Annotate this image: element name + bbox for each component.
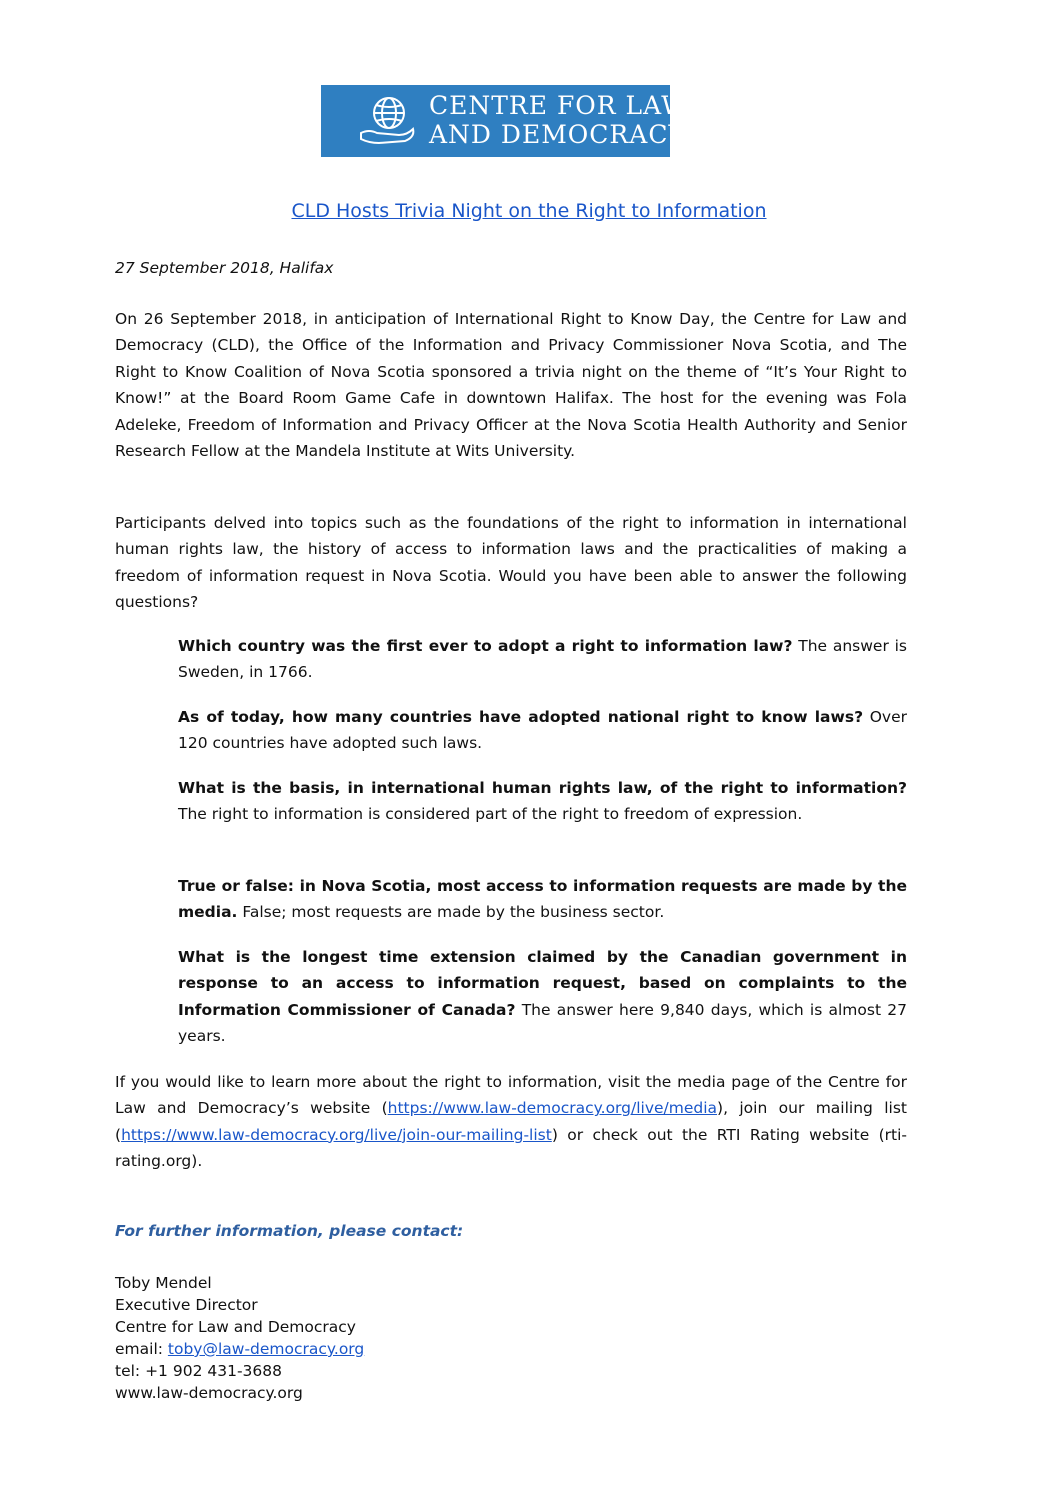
contact-email-line [115,1339,364,1360]
qa-item [178,775,907,828]
cld-logo [321,85,688,157]
qa-item [178,633,907,686]
qa-question: What is the longest time extension claimed by the Canadian government in response to an access to information request, based on complaints to the Information Commissioner of Canada? [178,948,907,1019]
qa-question: What is the basis, in international human rights law, of the right to information? [178,779,907,797]
qa-answer: The answer here 9,840 days, which is almost 27 years. [178,1000,908,1046]
qa-answer: False; most requests are made by the business sector. [237,903,665,922]
contact-org: Centre for Law and Democracy [115,1318,356,1336]
intro-paragraph: On 26 September 2018, in anticipation of International Right to Know Day, the Centre for Law and Democracy (CLD), the Office of the Information and Privacy Commissioner Nova Scotia, and The Right to Know Coalition of Nova Scotia sponsored a trivia night on the theme of “It’s Your Right to Know!” at the Board Room Game Cafe in downtown Halifax. The host for the evening was Fola Adeleke, Freedom of Information and Privacy Officer at the Nova Scotia Health Authority and Senior Research Fellow at the Mandela Institute at Wits University. [115,310,907,461]
qa-answer: Over 120 countries have adopted such laws. [178,708,907,753]
mailing-list-link[interactable]: https://www.law-democracy.org/live/join-our-mailing-list [121,1125,552,1144]
contact-heading: For further information, please contact: [115,1222,464,1240]
closing-text: ) or check out the RTI Rating website (rti-rating.org). [115,1125,907,1171]
qa-answer: The answer is Sweden, in 1766. [178,637,907,682]
email-label: email: [115,1340,168,1358]
contact-website: www.law-democracy.org [115,1384,303,1402]
document-title-link[interactable]: CLD Hosts Trivia Night on the Right to Information [291,200,767,222]
email-link[interactable]: toby@law-democracy.org [167,1340,365,1358]
dateline: 27 September 2018, Halifax [115,259,334,277]
qa-item [178,873,907,926]
contact-tel: tel: +1 902 431-3688 [115,1362,282,1380]
media-page-link[interactable]: https://www.law-democracy.org/live/media [387,1099,718,1118]
qa-question: As of today, how many countries have adopted national right to know laws? [178,708,864,726]
globe-in-hand-icon [355,93,421,149]
qa-question: True or false: in Nova Scotia, most access to information requests are made by the media. [178,877,907,922]
questions-intro-paragraph: Participants delved into topics such as the foundations of the right to information in international human rights law, the history of access to information laws and the practicalities of making a freedom of information request in Nova Scotia. Would you have been able to answer the following questions? [115,514,907,612]
logo-line-1: CENTRE FOR LAW [429,91,688,120]
logo-line-2: AND DEMOCRACY [429,120,686,149]
closing-text: If you would like to learn more about the right to information, visit the media page of the Centre for Law and Democracy’s website ( [115,1073,907,1118]
closing-paragraph [115,1069,907,1175]
qa-question: Which country was the first ever to adopt a right to information law? [178,637,793,655]
qa-answer: The right to information is considered part of the right to freedom of expression. [178,805,803,824]
closing-text: ), join our mailing list ( [115,1099,907,1144]
contact-name: Toby Mendel [115,1274,212,1292]
qa-item [178,704,907,757]
contact-role: Executive Director [115,1296,258,1314]
qa-item [178,944,907,1050]
